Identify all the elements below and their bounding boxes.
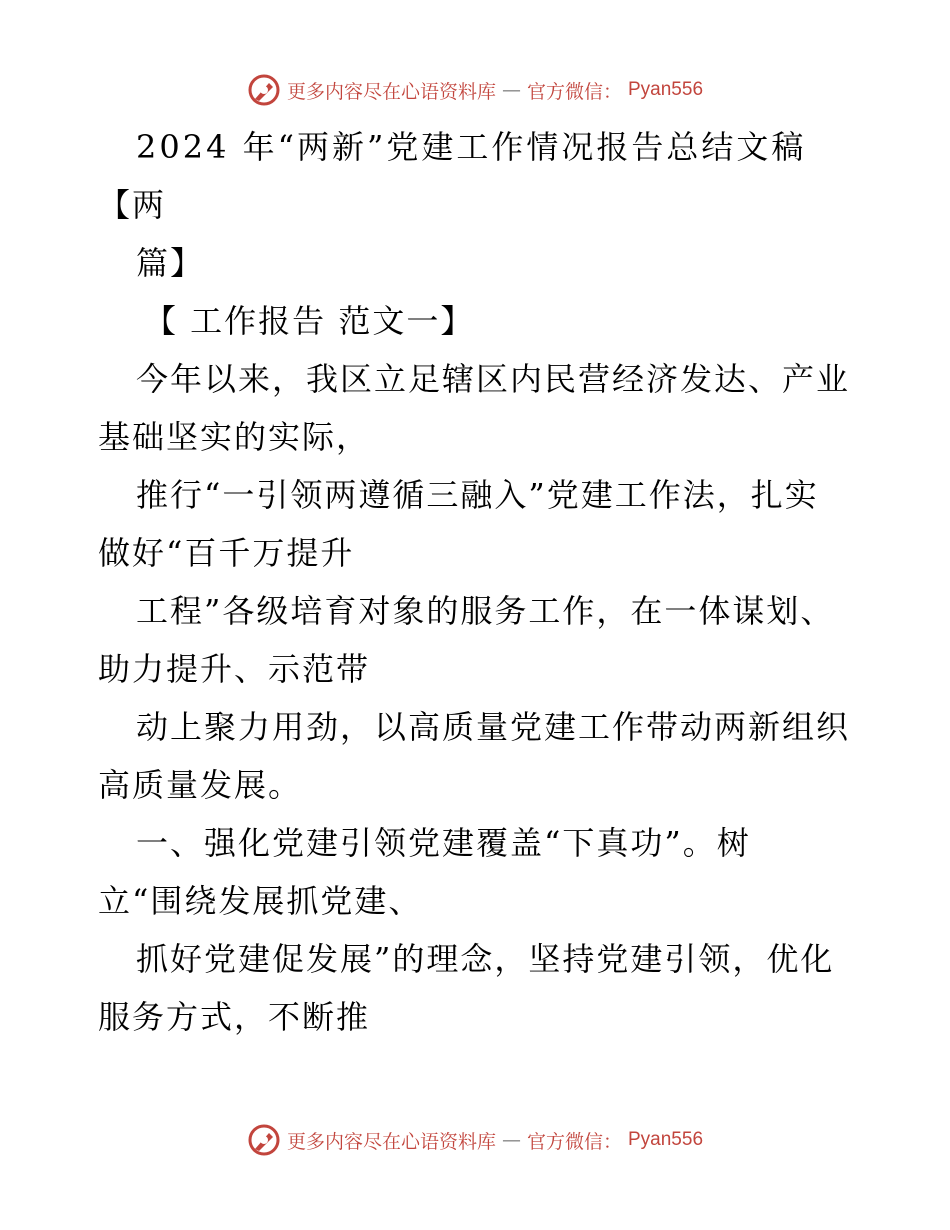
paragraph-line: 推行“一引领两遵循三融入”党建工作法，扎实: [136, 476, 819, 514]
watermark-id: Pyan556: [628, 79, 704, 100]
section-heading: 【 工作报告 范文一】: [144, 302, 475, 340]
pen-logo-icon: [247, 73, 281, 107]
paragraph-line: 服务方式，不断推: [98, 998, 371, 1036]
paragraph-line: 基础坚实的实际，: [98, 418, 371, 456]
title-continuation: 【两: [98, 186, 167, 224]
paragraph-line: 立“围绕发展抓党建、: [98, 882, 423, 920]
document-body: [98, 118, 858, 1046]
document-title: 2024 年“两新”党建工作情况报告总结文稿: [136, 128, 807, 166]
paragraph-line: 动上聚力用劲，以高质量党建工作带动两新组织: [136, 708, 851, 746]
paragraph-line: 一、强化党建引领党建覆盖“下真功”。树: [136, 824, 751, 862]
watermark-separator: —: [501, 79, 521, 101]
paragraph-line: 工程”各级培育对象的服务工作，在一体谋划、: [136, 592, 835, 630]
paragraph-line: 高质量发展。: [98, 766, 303, 804]
footer-watermark: [0, 1120, 950, 1160]
watermark-contact: 官方微信：: [526, 80, 622, 103]
paragraph-line: 助力提升、示范带: [98, 650, 371, 688]
paragraph-line: 抓好党建促发展”的理念，坚持党建引领，优化: [136, 940, 835, 978]
pen-logo-icon: [247, 1123, 281, 1157]
watermark-contact: 官方微信：: [526, 1130, 622, 1153]
paragraph-line: 今年以来，我区立足辖区内民营经济发达、产业: [136, 360, 851, 398]
watermark-id: Pyan556: [628, 1129, 704, 1150]
watermark-text: 更多内容尽在心语资料库: [286, 1130, 496, 1153]
title-continuation: 篇】: [136, 244, 205, 282]
header-watermark: [0, 70, 950, 110]
paragraph-line: 做好“百千万提升: [98, 534, 355, 572]
watermark-separator: —: [501, 1129, 521, 1151]
watermark-text: 更多内容尽在心语资料库: [286, 80, 496, 103]
